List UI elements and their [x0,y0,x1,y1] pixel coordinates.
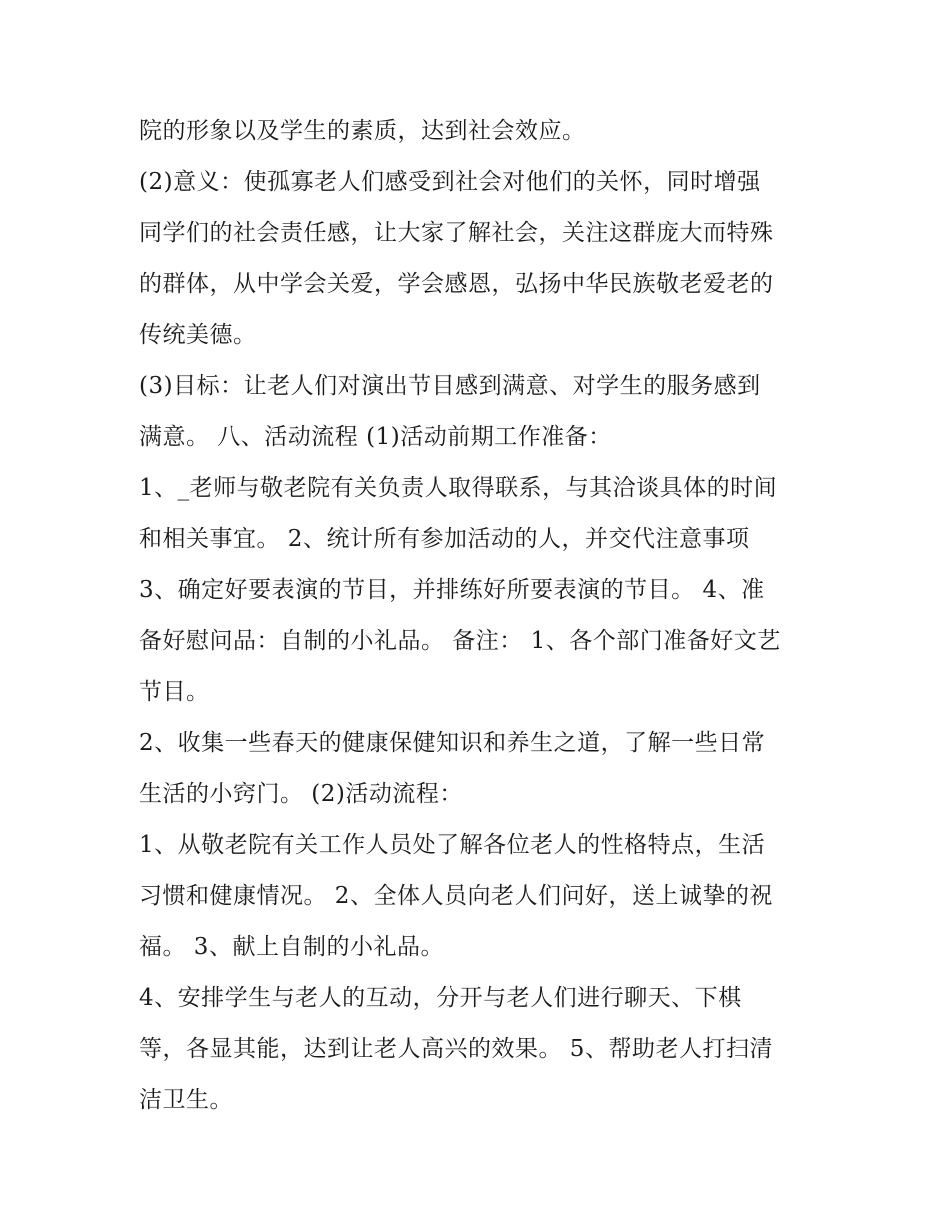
text-line-13: 2、收集一些春天的健康保健知识和养生之道，了解一些日常 [139,730,766,756]
text-line-8: 1、_老师与敬老院有关负责人取得联系，与其洽谈具体的时间 [139,475,778,501]
text-line-15: 1、从敬老院有关工作人员处了解各位老人的性格特点，生活 [139,832,766,858]
text-line-17: 福。 3、献上自制的小礼品。 [139,934,444,960]
text-line-4: 的群体，从中学会关爱，学会感恩，弘扬中华民族敬老爱老的 [139,271,774,297]
text-line-2: (2)意义：使孤寡老人们感受到社会对他们的关怀，同时增强 [139,169,761,195]
text-line-5: 传统美德。 [139,322,257,348]
text-line-6: (3)目标：让老人们对演出节目感到满意、对学生的服务感到 [139,373,761,399]
text-line-20: 洁卫生。 [139,1087,233,1113]
text-line-19: 等，各显其能，达到让老人高兴的效果。 5、帮助老人打扫清 [139,1036,773,1062]
text-line-3: 同学们的社会责任感，让大家了解社会，关注这群庞大而特殊 [139,220,774,246]
text-line-10: 3、确定好要表演的节目，并排练好所要表演的节目。 4、准 [139,577,765,603]
text-line-9: 和相关事宜。 2、统计所有参加活动的人，并交代注意事项 [139,526,750,552]
document-body [139,106,819,1126]
text-line-11: 备好慰问品：自制的小礼品。 备注： 1、各个部门准备好文艺 [139,628,781,654]
text-line-16: 习惯和健康情况。 2、全体人员向老人们问好，送上诚挚的祝 [139,883,773,909]
text-line-14: 生活的小窍门。 (2)活动流程： [139,781,463,807]
text-line-12: 节目。 [139,679,210,705]
text-line-7: 满意。 八、活动流程 (1)活动前期工作准备： [139,424,612,450]
text-line-1: 院的形象以及学生的素质，达到社会效应。 [139,118,586,144]
text-line-18: 4、安排学生与老人的互动，分开与老人们进行聊天、下棋 [139,985,742,1011]
